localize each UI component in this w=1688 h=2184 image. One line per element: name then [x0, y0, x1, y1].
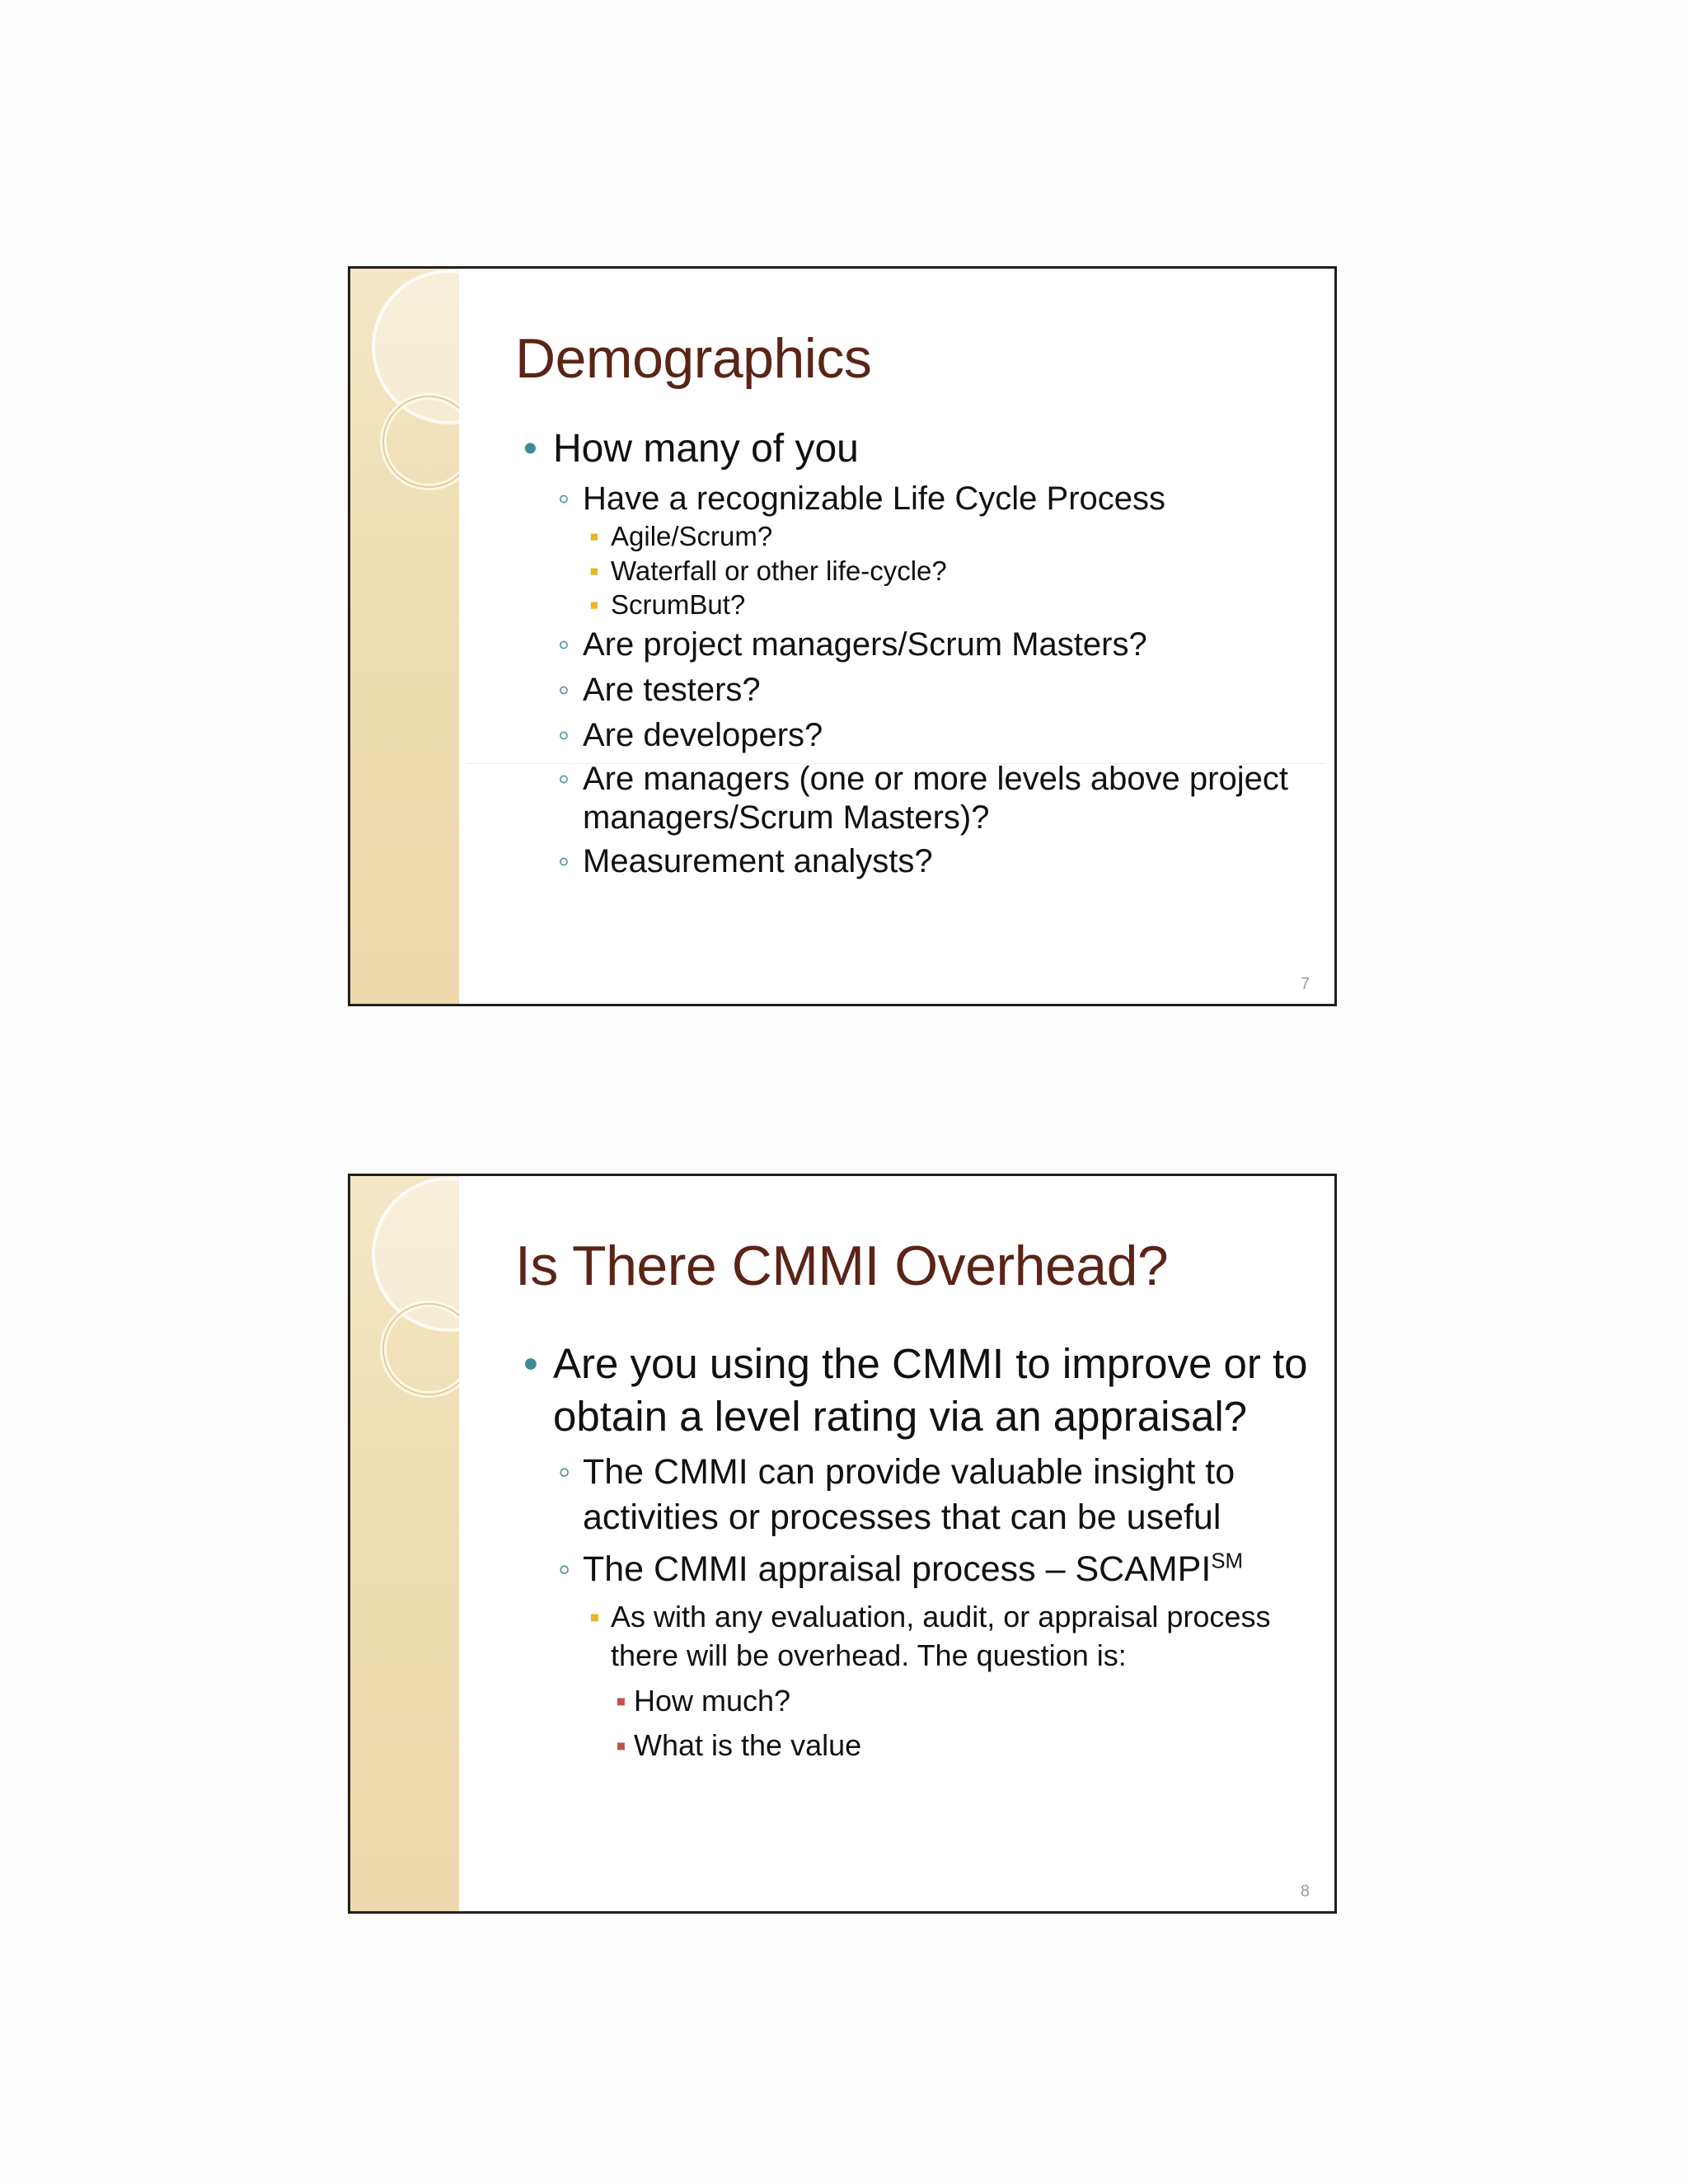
- list-item: [515, 1598, 1310, 1675]
- slide-title: Demographics: [515, 327, 872, 390]
- circle-bullet-icon: ◦: [558, 626, 570, 663]
- slide-demographics: [348, 266, 1337, 1006]
- square-bullet-icon: ▪: [589, 555, 599, 586]
- square-bullet-icon: ▪: [589, 521, 599, 552]
- dot-bullet-icon: •: [523, 427, 537, 471]
- slide-title: Is There CMMI Overhead?: [515, 1235, 1169, 1297]
- bullet-list: [515, 425, 1310, 882]
- list-item: [515, 760, 1310, 837]
- list-item-text: Are developers?: [583, 716, 823, 753]
- list-item-text: How many of you: [553, 427, 859, 471]
- decorative-sidebar: [350, 1176, 459, 1911]
- list-item-text: Are testers?: [583, 671, 761, 708]
- list-item-text: ScrumBut?: [611, 588, 746, 620]
- slide-number: 7: [1300, 975, 1310, 993]
- list-item: [515, 588, 1310, 621]
- list-item: [515, 1548, 1310, 1591]
- slide-number: 8: [1300, 1882, 1310, 1900]
- service-mark: SM: [1211, 1549, 1244, 1573]
- circle-bullet-icon: ◦: [558, 716, 570, 753]
- list-item: [515, 625, 1310, 665]
- list-item: [515, 715, 1310, 756]
- circle-bullet-icon: ◦: [558, 671, 570, 708]
- bullet-list: [515, 1338, 1310, 1764]
- square-bullet-icon: ▪: [589, 1599, 600, 1633]
- dot-bullet-icon: •: [523, 1340, 538, 1387]
- list-item: [515, 1338, 1310, 1443]
- square-bullet-icon: ▪: [616, 1684, 626, 1718]
- list-item-text: Agile/Scrum?: [611, 521, 773, 552]
- list-item-text: As with any evaluation, audit, or appraisal process there will be overhead. The question is:: [611, 1599, 1271, 1672]
- list-item: [515, 479, 1310, 519]
- circle-ornament-icon: [350, 269, 459, 516]
- list-item-text: The CMMI can provide valuable insight to activities or processes that can be useful: [583, 1451, 1236, 1538]
- circle-bullet-icon: ◦: [558, 761, 570, 798]
- circle-bullet-icon: ◦: [558, 1451, 571, 1492]
- circle-bullet-icon: ◦: [558, 1549, 571, 1590]
- list-item: [515, 670, 1310, 710]
- list-item: [515, 425, 1310, 474]
- list-item: [515, 841, 1310, 882]
- list-item-text: Are project managers/Scrum Masters?: [583, 626, 1147, 663]
- slide-cmmi-overhead: [348, 1174, 1337, 1914]
- list-item: [515, 1727, 1310, 1764]
- circle-ornament-icon: [350, 1176, 459, 1423]
- list-item: [515, 555, 1310, 588]
- list-item-text: Are managers (one or more levels above project managers/Scrum Masters)?: [583, 761, 1288, 836]
- list-item-text: Measurement analysts?: [583, 843, 933, 880]
- list-item: [515, 1450, 1310, 1542]
- circle-bullet-icon: ◦: [558, 843, 570, 880]
- decorative-sidebar: [350, 269, 459, 1004]
- list-item: [515, 520, 1310, 553]
- list-item-text: Are you using the CMMI to improve or to obtain a level rating via an appraisal?: [553, 1340, 1308, 1440]
- list-item-text: The CMMI appraisal process – SCAMPI: [583, 1549, 1212, 1590]
- circle-bullet-icon: ◦: [558, 480, 570, 517]
- list-item-text: Waterfall or other life-cycle?: [611, 555, 947, 586]
- list-item-text: What is the value: [634, 1728, 862, 1763]
- square-bullet-icon: ▪: [616, 1728, 626, 1763]
- list-item-text: How much?: [634, 1684, 791, 1718]
- square-bullet-icon: ▪: [589, 588, 599, 620]
- list-item-text: Have a recognizable Life Cycle Process: [583, 480, 1166, 517]
- list-item: [515, 1683, 1310, 1719]
